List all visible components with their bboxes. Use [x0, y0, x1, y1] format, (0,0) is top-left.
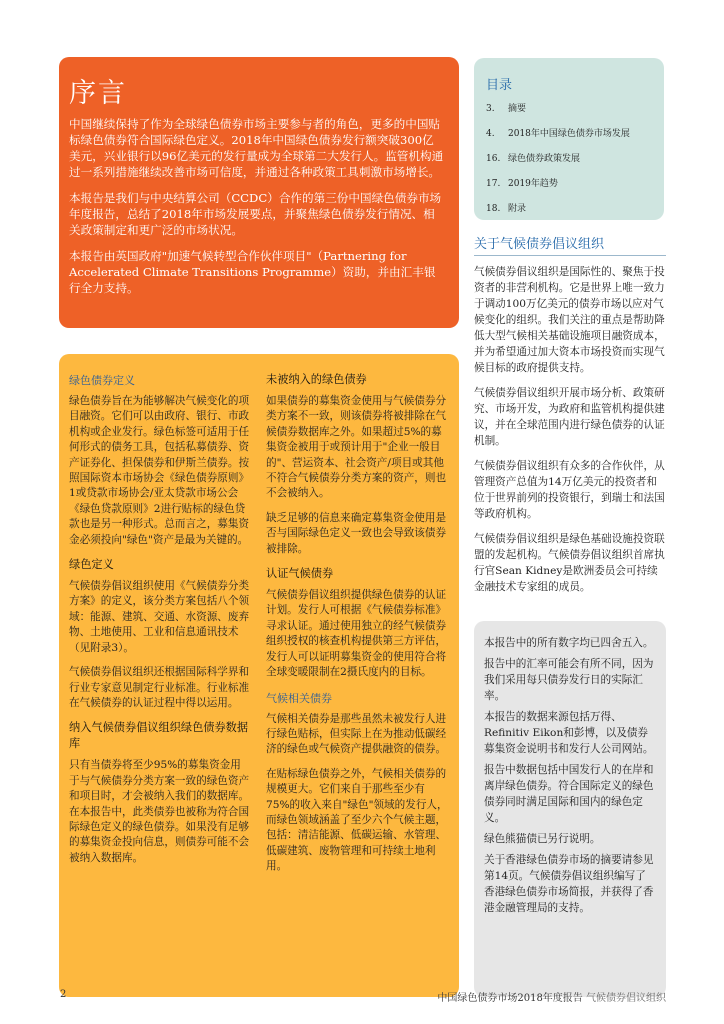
preface-title: 序言: [69, 78, 127, 109]
note-paragraph: 报告中数据包括中国发行人的在岸和离岸绿色债券。符合国际定义的绿色债券同时满足国际和国内的绿色定义。: [484, 764, 654, 824]
table-of-contents: [474, 58, 664, 220]
definitions-right-column: [266, 372, 448, 884]
toc-title: 目录: [486, 78, 513, 93]
toc-item[interactable]: [486, 201, 652, 214]
preface-paragraph: 中国继续保持了作为全球绿色债券市场主要参与者的角色，更多的中国贴标绿色债券符合国际绿色定义。2018年中国绿色债券发行额突破300亿美元，兴业银行以96亿美元的发行量成为全球第二大发行人。监管机构通过一系列措施继续改善市场可信度，并通过各种政策工具刺激市场增长。: [69, 117, 444, 179]
footer-org: 气候债券倡议组织: [586, 993, 666, 1004]
section-body: 缺乏足够的信息来确定募集资金使用是否与国际绿色定义一致也会导致该债券被排除。: [266, 511, 447, 555]
about-paragraph: 气候债券倡议组织是国际性的、聚焦于投资者的非营利机构。它是世界上唯一致力于调动100万亿美元的债券市场以应对气候变化的组织。我们关注的重点是帮助降低大型气候相关基础设施项目融资成本，并为希望通过加大资本市场投资而实现气候目标的政府提供支持。: [474, 266, 665, 374]
toc-item[interactable]: [486, 101, 652, 114]
note-paragraph: 报告中的汇率可能会有所不同，因为我们采用每只债券发行日的实际汇率。: [484, 658, 654, 702]
toc-page-number: 17.: [486, 179, 501, 189]
definitions-left-column: [69, 372, 251, 875]
footer-report-title: 中国绿色债券市场2018年度报告: [437, 993, 583, 1004]
toc-item[interactable]: [486, 176, 652, 189]
note-paragraph: 绿色熊猫债已另行说明。: [484, 833, 601, 845]
about-paragraph: 气候债券倡议组织有众多的合作伙伴，从管理资产总值为14万亿美元的投资者和位于世界前列的投资银行，到瑞士和法国等政府机构。: [474, 460, 665, 520]
note-paragraph: 本报告的数据来源包括万得、Refinitiv Eikon和彭博，以及债券募集资金说明书和发行人公司网站。: [484, 711, 654, 755]
section-body: 只有当债券将至少95%的募集资金用于与气候债券分类方案一致的绿色资产和项目时，才会被纳入我们的数据库。在本报告中，此类债券也被称为符合国际绿色定义的绿色债券。如果没有足够的募集资金投向信息，则债券可能不会被纳入数据库。: [69, 759, 250, 864]
section-heading: 气候相关债券: [266, 691, 332, 705]
toc-page-number: 3.: [486, 104, 495, 114]
section-body: 气候债券倡议组织提供绿色债券的认证计划。发行人可根据《气候债券标准》寻求认证。通过使用独立的经气候债券组织授权的核查机构提供第三方评估，发行人可以证明募集资金的使用符合将全球变暖限制在2摄氏度内的目标。: [266, 589, 447, 679]
toc-label: 2018年中国绿色债券市场发展: [508, 129, 630, 139]
preface-paragraph: 本报告由英国政府"加速气候转型合作伙伴项目"（Partnering for Accelerated Climate Transitions Programme）资助，并由汇丰银行全力支持。: [69, 249, 436, 295]
about-paragraph: 气候债券倡议组织开展市场分析、政策研究、市场开发，为政府和监管机构提供建议，并在全球范围内进行绿色债券的认证机制。: [474, 387, 665, 447]
section-body: 绿色债券旨在为能够解决气候变化的项目融资。它们可以由政府、银行、市政机构或企业发行。绿色标签可适用于任何形式的债务工具，包括私募债券、资产证券化、担保债券和伊斯兰债券。按照国际资本市场协会《绿色债券原则》1或贷款市场协会/亚太贷款市场公会《绿色贷款原则》2进行贴标的绿色贷款也是另一种形式。总而言之，募集资金必须投向"绿色"资产是最为关键的。: [69, 395, 250, 546]
section-heading: 绿色定义: [69, 558, 114, 572]
toc-page-number: 16.: [486, 154, 501, 164]
toc-label: 绿色债券政策发展: [508, 154, 581, 164]
section-body: 如果债券的募集资金使用与气候债券分类方案不一致，则该债券将被排除在气候债券数据库之外。如果超过5%的募集资金被用于或预计用于"企业一般目的"、营运资本、社会资产/项目或其他不符合气候债券分类方案的资产，则也不会被纳入。: [266, 395, 447, 500]
toc-label: 附录: [508, 204, 527, 214]
section-body: 气候债券倡议组织使用《气候债券分类方案》的定义，该分类方案包括八个领域：能源、建筑、交通、水资源、废弃物、土地使用、工业和信息通讯技术（见附录3）。: [69, 580, 250, 654]
about-paragraph: 气候债券倡议组织是绿色基础设施投资联盟的发起机构。气候债券倡议组织首席执行官Sean Kidney是欧洲委员会可持续金融技术专家组的成员。: [474, 533, 665, 593]
toc-page-number: 4.: [486, 129, 495, 139]
about-section: [474, 233, 666, 604]
section-heading: 绿色债券定义: [69, 374, 135, 387]
page-number: 2: [60, 989, 67, 1000]
toc-item[interactable]: [486, 151, 652, 164]
note-paragraph: 关于香港绿色债券市场的摘要请参见第14页。气候债券倡议组织编写了香港绿色债券市场简报，并获得了香港金融管理局的支持。: [484, 854, 654, 914]
section-body: 气候债券倡议组织还根据国际科学界和行业专家意见制定行业标准。行业标准在气候债券的认证过程中得以运用。: [69, 666, 250, 709]
footer-title: [437, 989, 666, 1004]
toc-item[interactable]: [486, 126, 652, 139]
section-body: 气候相关债券是那些虽然未被发行人进行绿色贴标，但实际上在为推动低碳经济的绿色或气候资产提供融资的债券。: [266, 712, 447, 756]
note-paragraph: 本报告中的所有数字均已四舍五入。: [484, 637, 654, 649]
definitions-panel: [59, 354, 459, 997]
section-heading: 未被纳入的绿色债券: [266, 373, 367, 386]
about-title: 关于气候债券倡议组织: [474, 233, 666, 256]
section-body: 在贴标绿色债券之外，气候相关债券的规模更大。它们来自于那些至少有75%的收入来自"绿色"领域的发行人，而绿色领域涵盖了至少六个气候主题，包括：清洁能源、低碳运输、水管理、低碳建筑、废物管理和可持续土地利用。: [266, 767, 448, 873]
preface-paragraph: 本报告是我们与中央结算公司（CCDC）合作的第三份中国绿色债券市场年度报告，总结了2018年市场发展要点，并聚焦绿色债券发行情况、相关政策制定和更广泛的市场状况。: [69, 191, 442, 237]
preface-panel: [59, 57, 459, 328]
toc-label: 2019年趋势: [508, 179, 558, 189]
toc-label: 摘要: [508, 104, 527, 114]
section-heading: 纳入气候债券倡议组织绿色债券数据库: [69, 721, 249, 751]
notes-panel: [474, 621, 666, 997]
toc-page-number: 18.: [486, 204, 501, 214]
section-heading: 认证气候债券: [266, 567, 334, 581]
